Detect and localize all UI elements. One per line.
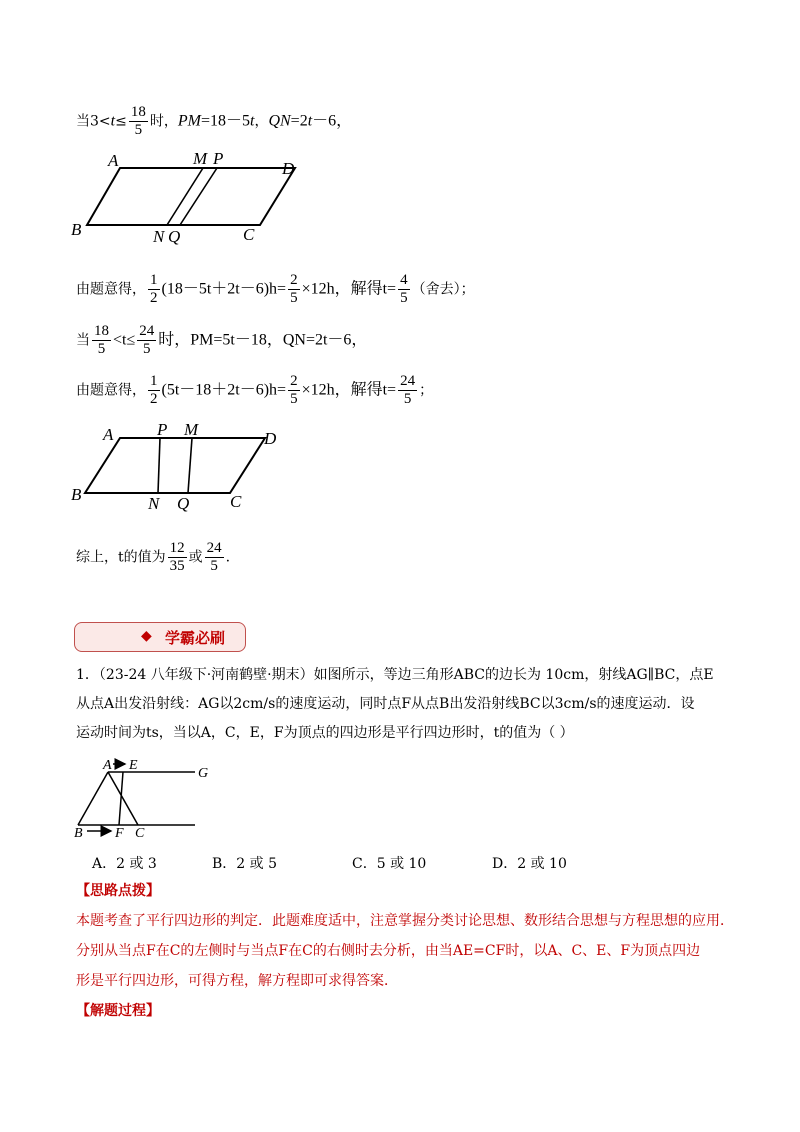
eq1-result-num: 4 <box>400 272 408 288</box>
case1-suffix: 时， <box>149 113 178 130</box>
case1-lt: < <box>98 113 111 130</box>
case2-tail: 时，PM=5t－18，QN=2t－6， <box>158 331 368 349</box>
fig3-label-a: A <box>103 758 112 773</box>
eq1-frac <box>288 272 300 307</box>
case1-frac-den: 5 <box>134 122 143 138</box>
parallelogram-figure-2 <box>60 415 320 515</box>
case1-frac-num: 18 <box>130 104 146 120</box>
fig1-label-m: M <box>193 149 208 168</box>
option-c[interactable]: C．5 或 10 <box>352 856 427 872</box>
hint-line-1: 本题考查了平行四边形的判定．此题难度适中，注意掌握分类讨论思想、数形结合思想与方程思想的应用． <box>76 913 734 929</box>
case1-prefix: 当3 <box>76 113 99 130</box>
eq2-prefix: 由题意得， <box>76 382 146 399</box>
eq2-frac <box>288 373 300 408</box>
case1-t: t <box>110 112 116 130</box>
fig1-label-q: Q <box>168 227 181 245</box>
case1-fraction <box>129 104 148 139</box>
option-d[interactable]: D．2 或 10 <box>492 856 567 872</box>
summary-tail: . <box>225 549 231 566</box>
case2-frac-b-den: 5 <box>143 341 151 357</box>
summary-or: 或 <box>188 549 203 566</box>
fig2-label-d: D <box>264 429 277 448</box>
eq2-result-num: 24 <box>400 373 416 389</box>
eq1-frac-num: 2 <box>290 272 298 288</box>
case1-sep: ， <box>254 113 269 130</box>
case1-line <box>76 104 352 139</box>
option-a[interactable]: A．2 或 3 <box>92 856 157 872</box>
case2-frac-a <box>92 323 111 358</box>
eq1-tail: （舍去）； <box>411 281 475 298</box>
side-ab <box>78 772 108 825</box>
fig2-label-b: B <box>71 485 82 504</box>
fig3-label-g: G <box>198 766 209 781</box>
summary-b-den: 5 <box>210 558 218 574</box>
fig3-label-e: E <box>129 758 138 773</box>
case1-pm-expr: =18－5 <box>200 112 250 130</box>
problem-line-1: 1．（23-24 八年级下·河南鹤壁·期末）如图所示，等边三角形ABC的边长为 10cm，射线AG∥BC，点E <box>76 667 714 683</box>
case2-prefix: 当 <box>76 332 90 349</box>
solution-title: 【解题过程】 <box>76 1003 160 1019</box>
eq2-frac-den: 5 <box>290 391 298 407</box>
triangle-figure <box>65 755 225 845</box>
eq2-tail: ； <box>419 382 434 399</box>
eq2-half <box>148 373 160 408</box>
summary-a-den: 35 <box>169 558 185 574</box>
case2-line <box>76 323 367 358</box>
summary-prefix: 综上，t的值为 <box>76 549 166 566</box>
eq1-expr: (18－5t＋2t－6)h= <box>161 280 287 298</box>
eq2-half-den: 2 <box>150 391 158 407</box>
summary-frac-a <box>168 540 187 575</box>
eq1-half <box>148 272 160 307</box>
eq2-frac-num: 2 <box>290 373 298 389</box>
eq1-mid: ×12h，解得t= <box>301 280 397 298</box>
case2-frac-a-num: 18 <box>94 323 109 339</box>
summary-a-num: 12 <box>169 540 185 556</box>
case1-qn-t: t <box>307 112 313 130</box>
diamond-icon: ◆ <box>141 628 152 644</box>
hint-line-2: 分别从当点F在C的左侧时与当点F在C的右侧时去分析，由当AE=CF时，以A、C、E、F为顶点四边 <box>76 943 701 959</box>
fig2-pn-segment <box>158 438 160 493</box>
banner-label: 学霸必刷 <box>165 629 226 647</box>
case1-qn: QN <box>268 112 291 130</box>
option-b[interactable]: B．2 或 5 <box>212 856 278 872</box>
fig2-parallelogram <box>85 438 265 493</box>
eq1-result <box>398 272 410 307</box>
eq2-half-num: 1 <box>150 373 158 389</box>
fig2-label-n: N <box>148 494 160 513</box>
hint-line-3: 形是平行四边形，可得方程，解方程即可求得答案． <box>76 973 398 989</box>
case1-pm-t: t <box>249 112 255 130</box>
fig2-label-q: Q <box>177 494 190 513</box>
fig1-label-a: A <box>108 151 119 170</box>
fig3-label-f: F <box>115 826 124 841</box>
eq2-result <box>398 373 417 408</box>
eq1-result-den: 5 <box>400 290 408 306</box>
case1-pm: PM <box>177 112 201 130</box>
equation-2-line <box>76 373 433 408</box>
eq2-mid: ×12h，解得t= <box>301 381 397 399</box>
case1-qn-tail: －6， <box>312 112 353 130</box>
eq1-half-den: 2 <box>150 290 158 306</box>
fig2-label-m: M <box>184 420 199 439</box>
eq1-frac-den: 5 <box>290 290 298 306</box>
case2-mid: <t≤ <box>113 331 136 349</box>
fig1-label-c: C <box>243 225 255 244</box>
case2-frac-a-den: 5 <box>97 341 106 357</box>
fig1-parallelogram <box>87 168 295 225</box>
hint-title: 【思路点拨】 <box>76 883 160 899</box>
case1-qn-expr: =2 <box>290 112 308 130</box>
fig2-label-p: P <box>157 420 168 439</box>
case1-le: ≤ <box>115 113 127 130</box>
case2-frac-b-num: 24 <box>139 323 155 339</box>
fig2-label-a: A <box>103 425 114 444</box>
eq1-half-num: 1 <box>150 272 158 288</box>
fig1-label-d: D <box>282 159 295 178</box>
fig1-label-p: P <box>213 149 224 168</box>
summary-frac-b <box>205 540 224 575</box>
eq1-prefix: 由题意得， <box>76 281 146 298</box>
fig1-label-n: N <box>153 227 165 245</box>
equation-1-line <box>76 272 475 307</box>
fig3-label-b: B <box>74 826 83 841</box>
summary-b-num: 24 <box>206 540 222 556</box>
fig2-label-c: C <box>230 492 242 511</box>
eq2-expr: (5t－18＋2t－6)h= <box>161 381 287 399</box>
problem-line-2: 从点A出发沿射线：AG以2cm/s的速度运动，同时点F从点B出发沿射线BC以3cm/s的速度运动．设 <box>76 696 695 712</box>
section-banner <box>74 622 246 652</box>
summary-line <box>76 540 230 575</box>
fig1-label-b: B <box>71 220 82 239</box>
eq2-result-den: 5 <box>403 391 412 407</box>
problem-line-3: 运动时间为ts，当以A，C，E，F为顶点的四边形是平行四边形时，t的值为（ ） <box>76 725 574 741</box>
fig3-label-c: C <box>135 826 145 841</box>
parallelogram-figure-1 <box>60 145 320 245</box>
fig2-mq-segment <box>188 438 192 493</box>
case2-frac-b <box>137 323 156 358</box>
